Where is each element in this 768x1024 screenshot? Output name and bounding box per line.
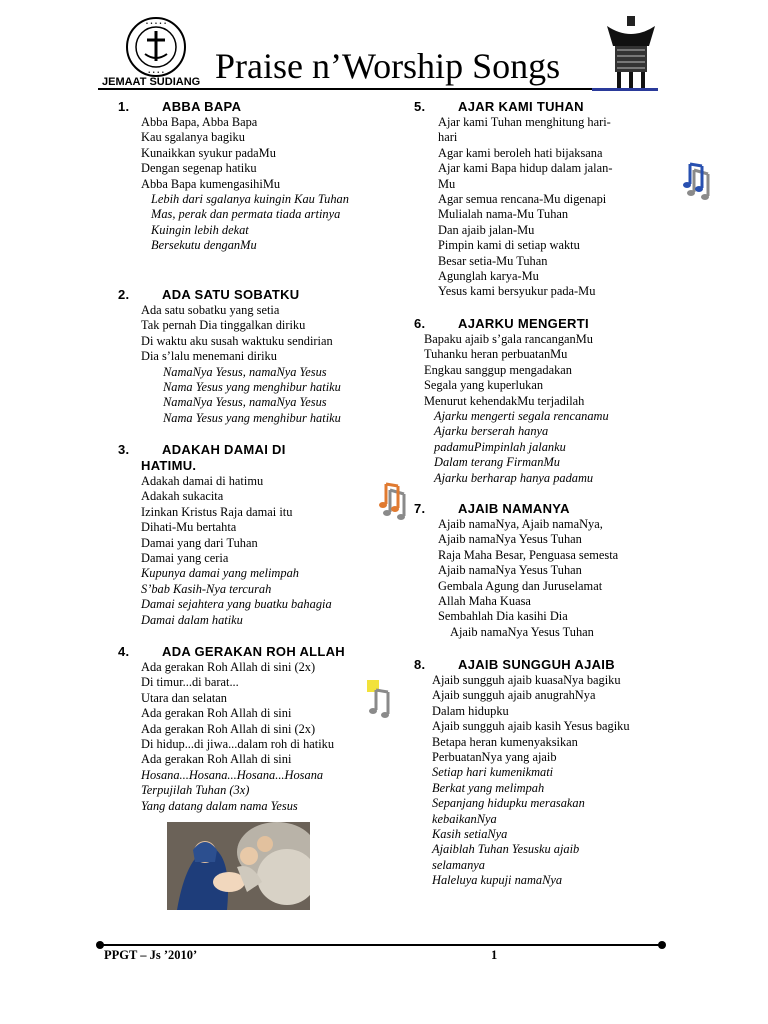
footer-rule: [100, 944, 662, 946]
page-number: 1: [491, 948, 498, 962]
music-notes-icon: [364, 678, 394, 718]
footer-text: PPGT – Js ’2010’: [104, 948, 198, 962]
song-title-cont: HATIMU.: [141, 458, 197, 473]
svg-text:• • • •: • • • •: [147, 70, 165, 76]
song-title: 3. ADAKAH DAMAI DI: [118, 442, 286, 457]
song-4: 4. ADA GERAKAN ROH ALLAH Ada gerakan Roh Allah di sini (2x) Di timur...di barat... Utara dan selatan Ada gerakan Roh Allah di sini Ada gerakan Roh Allah di sini (2x) Di hidup...di jiwa...dalam roh di hatiku Ada gerakan Roh Allah di sini Hosana...Hosana...Hosana...Hosana Terpujilah Tuhan (3x) Yang datang dalam nama Yesus: [118, 644, 388, 814]
church-name: JEMAAT SUDIANG: [102, 76, 201, 88]
svg-text:• • • • •: • • • • •: [145, 21, 167, 27]
song-title: 6. AJARKU MENGERTI: [414, 316, 589, 331]
song-title: 2. ADA SATU SOBATKU: [118, 287, 300, 302]
song-1: 1. ABBA BAPA Abba Bapa, Abba Bapa Kau sgalanya bagiku Kunaikkan syukur padaMu Dengan segenap hatiku Abba Bapa kumengasihiMu Lebih dari sgalanya kuingin Kau Tuhan Mas, perak dan permata tiada artinya Kuingin lebih dekat Bersekutu denganMu: [118, 99, 378, 254]
song-title: 4. ADA GERAKAN ROH ALLAH: [118, 644, 345, 659]
song-title: 5. AJAR KAMI TUHAN: [414, 99, 584, 114]
song-title: 1. ABBA BAPA: [118, 99, 242, 114]
church-seal-logo: [123, 16, 189, 78]
tongkonan-house-icon: [605, 12, 657, 92]
song-6: 6. AJARKU MENGERTI Bapaku ajaib s’gala rancanganMu Tuhanku heran perbuatanMu Engkau sanggup mengadakan Segala yang kuperlukan Menurut kehendakMu terjadilah Ajarku mengerti segala rencanamu Ajarku berserah hanya padamuPimpinlah jalanku Dalam terang FirmanMu Ajarku berharap hanya padamu: [414, 316, 674, 486]
music-notes-icon: [682, 160, 714, 200]
footer-dot-right: [658, 941, 666, 949]
song-2: 2. ADA SATU SOBATKU Ada satu sobatku yang setia Tak pernah Dia tinggalkan diriku Di waktu aku susah waktuku sendirian Dia s’lalu menemani diriku NamaNya Yesus, namaNya Yesus Nama Yesus yang menghibur hatiku NamaNya Yesus, namaNya Yesus Nama Yesus yang menghibur hatiku: [118, 287, 378, 426]
song-title: 8. AJAIB SUNGGUH AJAIB: [414, 657, 615, 672]
song-3: 3. ADAKAH DAMAI DI HATIMU. Adakah damai di hatimu Adakah sukacita Izinkan Kristus Raja damai itu Dihati-Mu bertahta Damai yang dari Tuhan Damai yang ceria Kupunya damai yang melimpah S’bab Kasih-Nya tercurah Damai sejahtera yang buatku bahagia Damai dalam hatiku: [118, 442, 378, 628]
song-7: 7. AJAIB NAMANYA Ajaib namaNya, Ajaib namaNya, Ajaib namaNya Yesus Tuhan Raja Maha Besar, Penguasa semesta Ajaib namaNya Yesus Tuhan Gembala Agung dan Juruselamat Allah Maha Kuasa Sembahlah Dia kasihi Dia Ajaib namaNya Yesus Tuhan: [414, 501, 674, 640]
header-rule-accent: [592, 88, 658, 91]
header-rule: [98, 88, 658, 90]
song-5: 5. AJAR KAMI TUHAN Ajar kami Tuhan menghitung hari- hari Agar kami beroleh hati bijaksana Ajar kami Bapa hidup dalam jalan- Mu Agar semua rencana-Mu digenapi Mulialah nama-Mu Tuhan Dan ajaib jalan-Mu Pimpin kami di setiap waktu Besar setia-Mu Tuhan Agunglah karya-Mu Yesus kami bersyukur pada-Mu: [414, 99, 674, 300]
page-title: Praise n’Worship Songs: [215, 46, 561, 86]
song-title: 7. AJAIB NAMANYA: [414, 501, 570, 516]
angels-nativity-painting: [167, 822, 310, 910]
song-8: 8. AJAIB SUNGGUH AJAIB Ajaib sungguh ajaib kuasaNya bagiku Ajaib sungguh ajaib anugrahNya Dalam hidupku Ajaib sungguh ajaib kasih Yesus bagiku Betapa heran kumenyaksikan PerbuatanNya yang ajaib Setiap hari kumenikmati Berkat yang melimpah Sepanjang hidupku merasakan kebaikanNya Kasih setiaNya Ajaiblah Tuhan Yesusku ajaib selamanya Haleluya kupuji namaNya: [414, 657, 652, 889]
music-notes-icon: [378, 480, 410, 520]
